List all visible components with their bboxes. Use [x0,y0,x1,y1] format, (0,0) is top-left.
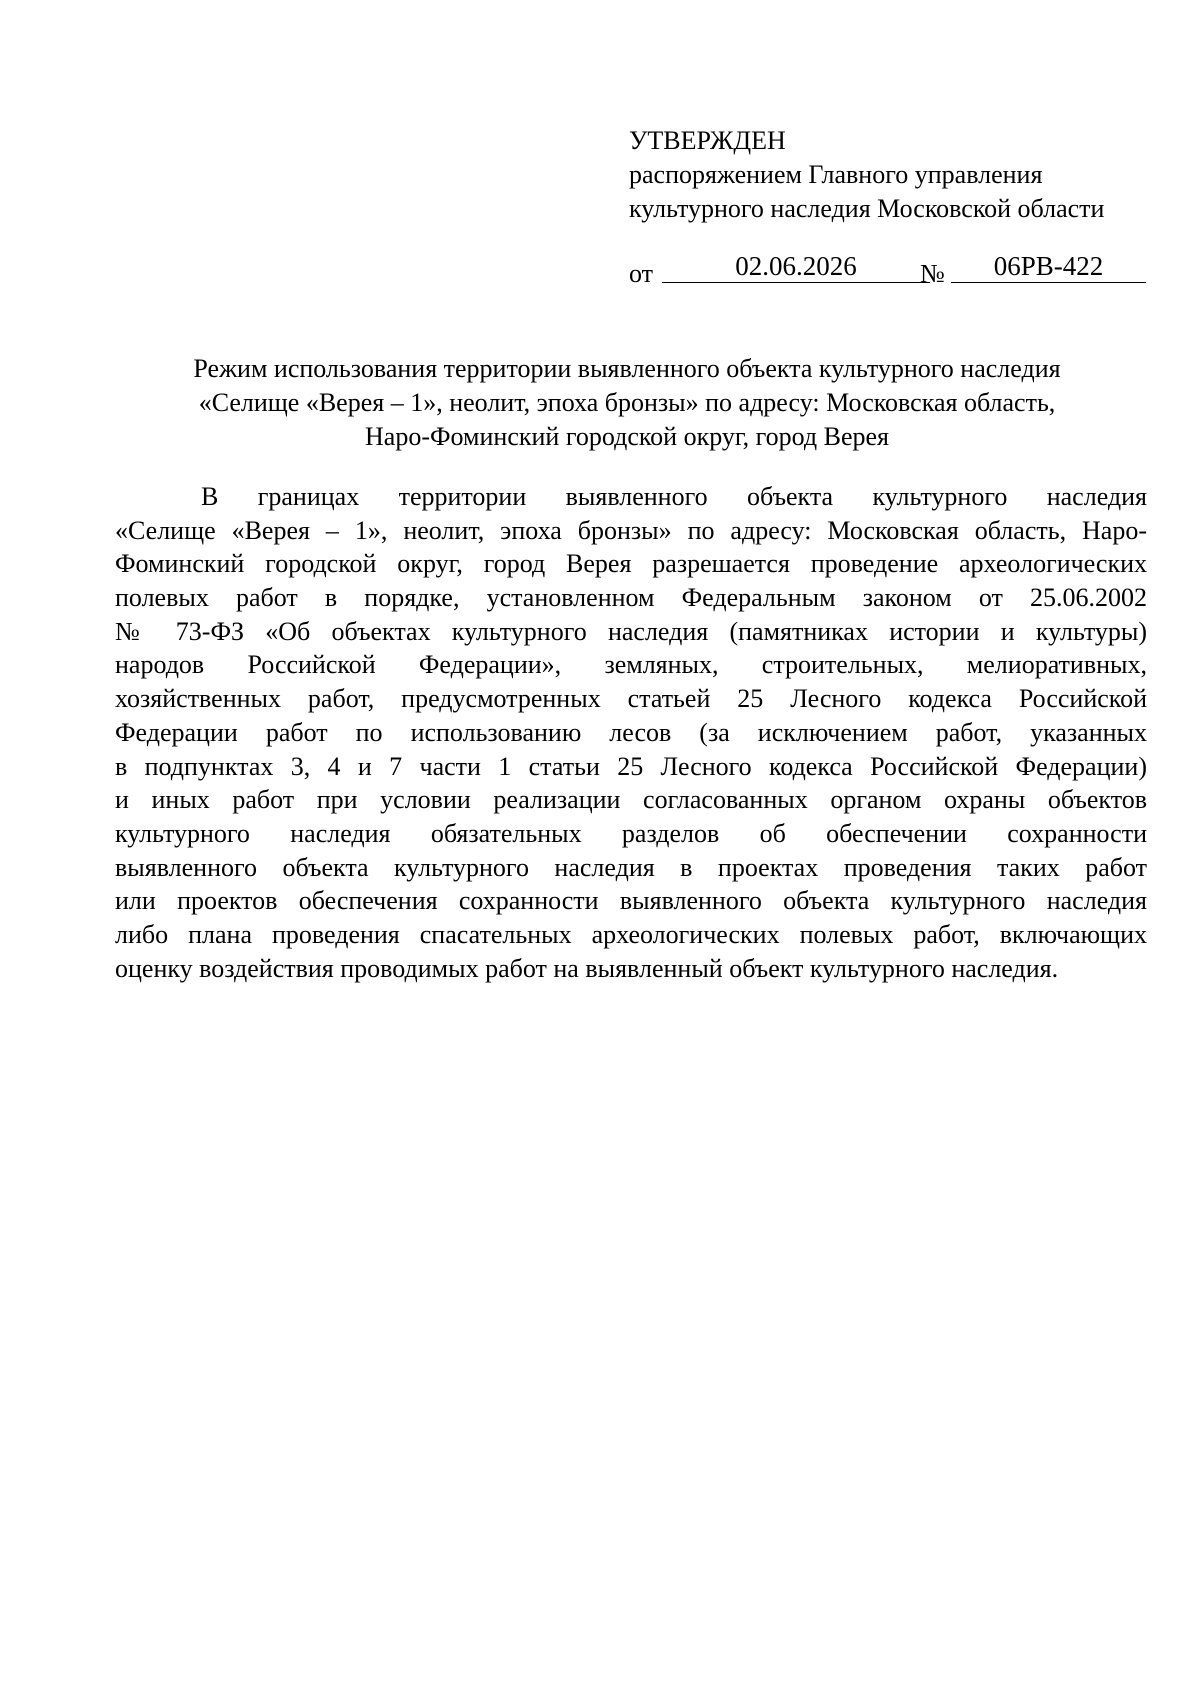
body-line: или проектов обеспечения сохранности выявленного объекта культурного наследия [115,886,1147,916]
body-line: культурного наследия обязательных разделов об обеспечении сохранности [115,818,1147,848]
title-line-2: «Селище «Верея – 1», неолит, эпоха бронзы» по адресу: Московская область, [198,388,1056,417]
body-line: и иных работ при условии реализации согласованных органом охраны объектов [115,785,1147,815]
title-line-3: Наро-Фоминский городской округ, город Верея [365,422,889,451]
approval-line-1: распоряжением Главного управления [629,160,1043,189]
body-paragraph [115,480,1147,985]
body-line: полевых работ в порядке, установленном Федеральным законом от 25.06.2002 [115,583,1147,613]
approval-date: 02.06.2026 [662,250,930,283]
body-line: «Селище «Верея – 1», неолит, эпоха бронзы» по адресу: Московская область, Наро- [115,515,1147,545]
body-line: № 73-ФЗ «Об объектах культурного наследия (памятниках истории и культуры) [115,616,1147,646]
date-prefix: от [629,259,654,288]
approval-number: 06РВ-422 [951,250,1146,283]
body-line: В границах территории выявленного объекта культурного наследия [201,482,1147,511]
approval-stamp [629,124,1149,226]
body-line: хозяйственных работ, предусмотренных статьей 25 Лесного кодекса Российской [115,684,1147,714]
number-sign: № [920,259,945,288]
body-line: Фоминский городской округ, город Верея разрешается проведение археологических [115,549,1147,579]
approval-line-2: культурного наследия Московской области [629,194,1105,223]
body-line: либо плана проведения спасательных археологических полевых работ, включающих [115,919,1147,949]
approval-heading: УТВЕРЖДЕН [629,126,786,155]
body-line: оценку воздействия проводимых работ на выявленный объект культурного наследия. [115,953,1059,983]
body-line: народов Российской Федерации», земляных, строительных, мелиоративных, [115,650,1147,680]
document-title [112,352,1142,454]
body-line: выявленного объекта культурного наследия в проектах проведения таких работ [115,852,1147,882]
body-line: Федерации работ по использованию лесов (за исключением работ, указанных [115,717,1147,747]
approval-date-row [629,250,1149,290]
title-line-1: Режим использования территории выявленного объекта культурного наследия [193,354,1061,383]
body-line: в подпунктах 3, 4 и 7 части 1 статьи 25 Лесного кодекса Российской Федерации) [115,751,1147,781]
